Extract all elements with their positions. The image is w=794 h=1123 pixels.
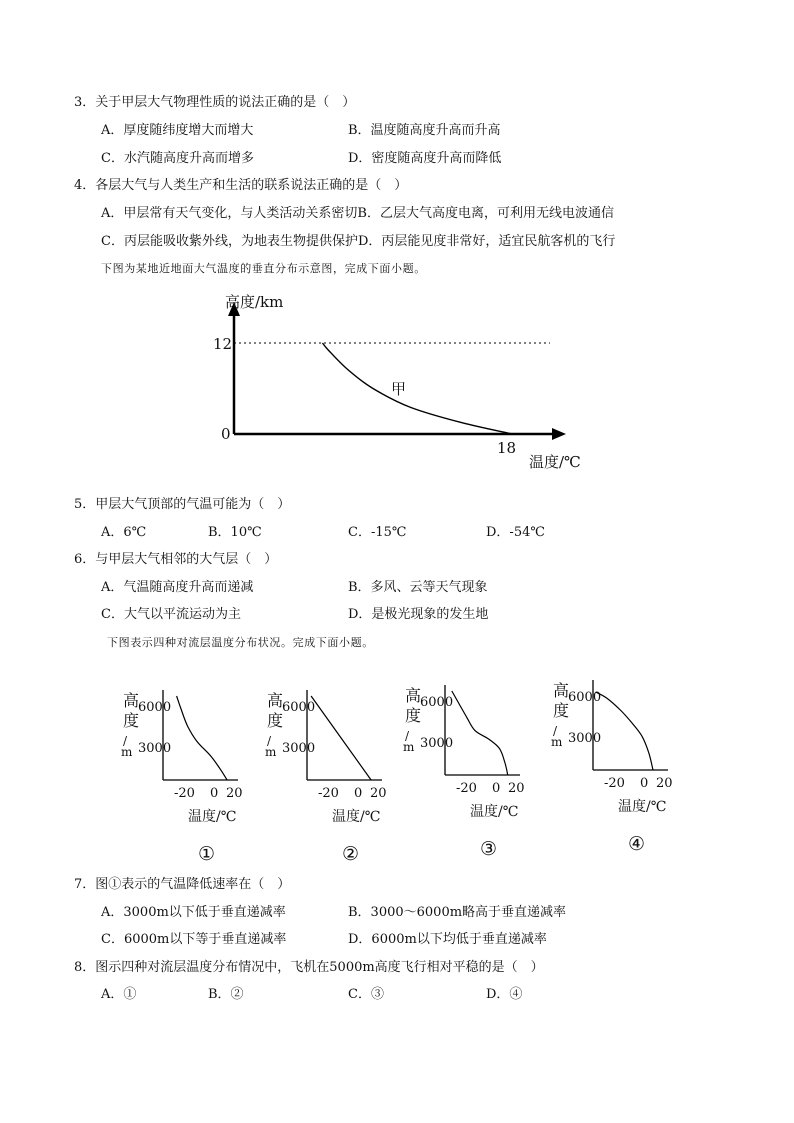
question-7-option-c: C．6000m以下等于垂直递减率 (101, 932, 287, 947)
small-chart-3-ylabel-unit: m (403, 740, 415, 754)
question-6-option-b: B．多风、云等天气现象 (348, 580, 488, 595)
figure-2-intro: 下图表示四种对流层温度分布状况。完成下面小题。 (107, 636, 374, 649)
small-chart-4-xlabel: 温度/℃ (618, 799, 667, 815)
figure-1-x-label: 温度/℃ (529, 453, 581, 471)
question-6-option-d: D．是极光现象的发生地 (348, 607, 489, 622)
small-chart-2-ylabel-slash: / (267, 734, 272, 748)
question-4-options-ab: A．甲层常有天气变化，与人类活动关系密切B．乙层大气高度电离，可利用无线电波通信 (101, 206, 614, 221)
question-8-option-d: D．④ (486, 987, 523, 1002)
figure-1-axes (228, 302, 566, 440)
question-6-option-c: C．大气以平流运动为主 (101, 607, 241, 622)
question-5-stem: 5．甲层大气顶部的气温可能为（ ） (74, 497, 291, 512)
small-chart-2-y-tick-3000: 3000 (282, 741, 316, 756)
small-chart-1 (118, 682, 253, 867)
small-chart-4-number-label: ④ (628, 833, 646, 855)
small-chart-1-y-tick-3000: 3000 (138, 741, 172, 756)
small-chart-1-x-tick-neg20: -20 (174, 786, 195, 801)
small-chart-3-xlabel: 温度/℃ (470, 804, 519, 820)
figure-1-series-line (323, 343, 513, 434)
small-chart-1-xlabel: 温度/℃ (188, 809, 237, 825)
question-8-stem: 8．图示四种对流层温度分布情况中，飞机在5000m高度飞行相对平稳的是（ ） (74, 960, 544, 975)
figure-1-intro: 下图为某地近地面大气温度的垂直分布示意图，完成下面小题。 (101, 262, 426, 275)
small-chart-2-ylabel-du: 度 (267, 711, 284, 730)
small-chart-3-number-label: ③ (480, 838, 498, 860)
small-chart-2-xlabel: 温度/℃ (332, 809, 381, 825)
question-3-option-d: D．密度随高度升高而降低 (348, 151, 502, 166)
small-chart-4-y-tick-3000: 3000 (568, 731, 602, 746)
question-3-option-b: B．温度随高度升高而升高 (348, 123, 501, 138)
small-chart-3-x-tick-neg20: -20 (456, 781, 477, 796)
figure-1-x-tick-18: 18 (497, 439, 517, 457)
small-chart-3 (400, 677, 535, 862)
small-chart-2-ylabel-unit: m (265, 745, 277, 759)
small-chart-2-ylabel-gao: 高 (267, 691, 284, 710)
question-7-option-b: B．3000～6000m略高于垂直递减率 (348, 905, 567, 920)
small-chart-2-x-tick-neg20: -20 (318, 786, 339, 801)
small-chart-1-x-tick-20: 20 (226, 786, 243, 801)
small-chart-3-x-tick-20: 20 (508, 781, 525, 796)
question-3-option-a: A．厚度随纬度增大而增大 (101, 123, 254, 138)
question-6-option-a: A．气温随高度升高而递减 (101, 580, 254, 595)
small-chart-4-x-tick-0: 0 (640, 776, 649, 791)
small-chart-4-y-tick-6000: 6000 (568, 690, 602, 705)
figure-1-y-tick-0: 0 (221, 425, 231, 443)
small-chart-4 (548, 672, 683, 857)
small-chart-4-ylabel-gao: 高 (553, 681, 570, 700)
small-chart-2-y-tick-6000: 6000 (282, 700, 316, 715)
small-chart-4-series-line (596, 692, 653, 770)
small-chart-3-y-tick-3000: 3000 (420, 736, 454, 751)
small-chart-3-ylabel-gao: 高 (405, 686, 422, 705)
small-chart-1-series-line (177, 696, 228, 780)
question-5-option-a: A．6℃ (101, 525, 147, 540)
small-chart-4-ylabel-du: 度 (553, 701, 570, 720)
small-chart-1-y-tick-6000: 6000 (138, 700, 172, 715)
small-chart-4-ylabel-slash: / (553, 724, 558, 738)
question-3-option-c: C．水汽随高度升高而增多 (101, 151, 254, 166)
question-5-option-c: C．-15℃ (348, 525, 407, 540)
small-chart-1-ylabel-du: 度 (123, 711, 140, 730)
figure-1-y-tick-12: 12 (213, 335, 233, 353)
question-7-option-a: A．3000m以下低于垂直递减率 (101, 905, 286, 920)
question-6-stem: 6．与甲层大气相邻的大气层（ ） (74, 552, 278, 567)
small-chart-1-ylabel-gao: 高 (123, 691, 140, 710)
small-chart-2 (262, 682, 397, 867)
small-chart-1-ylabel-slash: / (123, 734, 128, 748)
small-chart-4-ylabel-unit: m (551, 735, 563, 749)
small-chart-3-ylabel-du: 度 (405, 706, 422, 725)
question-8-option-a: A．① (101, 987, 137, 1002)
small-chart-4-x-tick-20: 20 (656, 776, 673, 791)
question-3-stem: 3．关于甲层大气物理性质的说法正确的是（ ） (74, 95, 356, 110)
small-chart-3-x-tick-0: 0 (492, 781, 501, 796)
small-chart-2-x-tick-20: 20 (370, 786, 387, 801)
figure-1-temperature-profile (200, 290, 600, 475)
question-8-option-b: B．② (208, 987, 244, 1002)
question-4-options-cd: C．丙层能吸收紫外线，为地表生物提供保护D．丙层能见度非常好，适宜民航客机的飞行 (101, 234, 616, 249)
small-chart-3-y-tick-6000: 6000 (420, 695, 454, 710)
figure-1-x-arrow (552, 428, 566, 440)
small-chart-2-number-label: ② (342, 843, 360, 865)
small-chart-4-x-tick-neg20: -20 (604, 776, 625, 791)
question-8-option-c: C．③ (348, 987, 384, 1002)
small-chart-3-series-line (452, 691, 508, 775)
small-chart-1-ylabel-unit: m (121, 745, 133, 759)
figure-1-y-label: 高度/km (225, 293, 284, 311)
figure-1-annotation-jia: 甲 (391, 380, 407, 398)
question-7-stem: 7．图①表示的气温降低速率在（ ） (74, 877, 291, 892)
small-chart-2-series-line (311, 696, 371, 780)
small-chart-1-number-label: ① (198, 843, 216, 865)
question-5-option-d: D．-54℃ (486, 525, 545, 540)
question-5-option-b: B．10℃ (208, 525, 262, 540)
question-7-option-d: D．6000m以下均低于垂直递减率 (348, 932, 547, 947)
question-4-stem: 4．各层大气与人类生产和生活的联系说法正确的是（ ） (74, 178, 408, 193)
small-chart-1-x-tick-0: 0 (210, 786, 219, 801)
small-chart-3-ylabel-slash: / (405, 729, 410, 743)
small-chart-2-x-tick-0: 0 (354, 786, 363, 801)
